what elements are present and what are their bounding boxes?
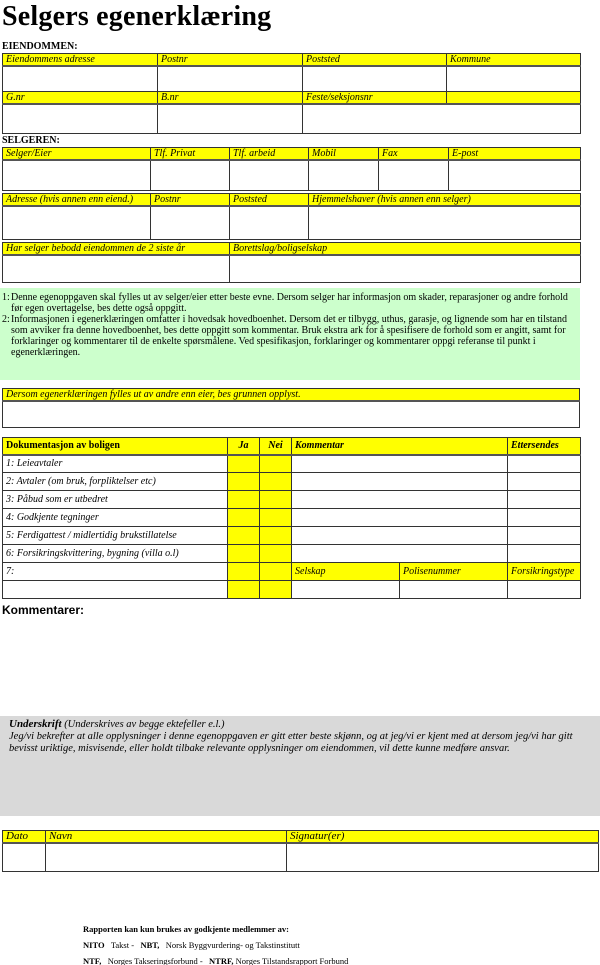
gnr-label: G.nr xyxy=(3,91,158,104)
bebodd-label: Har selger bebodd eiendommen de 2 siste år xyxy=(3,243,230,256)
instruction-text: Informasjonen i egenerklæringen omfatter i hovedsak hovedboenhet. Dersom det er tilbygg, uthus, garasje, og lignende som har en tilstand som avviker fra denne hovedboenhet, bes dette oppgitt som kommentar. Bruk ekstra ark for å spesifisere de forhold som er angitt, samt for forklaringer og kommentarer til de enkelte spørsmålene. Ved spesifikasjon, forklaringer og kommentarer oppgi referanse til punkt i egenerklæringen. xyxy=(11,314,567,358)
signature-declaration: Jeg/vi bekrefter at alle opplysninger i denne egenoppgaven er gitt etter beste skjønn, og at jeg/vi er kjent med at dersom jeg/vi har gitt bevisst uriktige, misvisende, eller holdt tilbake relevante opplysninger om eiendommen, vil dette kunne medføre ansvar. xyxy=(9,731,573,754)
doc-row-nei[interactable] xyxy=(260,527,292,545)
feste-seksjonsnr-field[interactable] xyxy=(303,104,581,134)
polisenummer-label: Polisenummer xyxy=(400,563,508,581)
adresse-label: Adresse (hvis annen enn eiend.) xyxy=(3,194,151,207)
polisenummer-field[interactable] xyxy=(400,581,508,599)
eiendommen-label: EIENDOMMEN: xyxy=(2,41,78,52)
signatur-field[interactable] xyxy=(287,843,599,871)
dato-label: Dato xyxy=(3,831,46,844)
bnr-field[interactable] xyxy=(158,104,303,134)
empty-header xyxy=(447,91,581,104)
signatur-label: Signatur(er) xyxy=(287,831,599,844)
selger-poststed-label: Poststed xyxy=(230,194,309,207)
doc-row-ettersendes[interactable] xyxy=(508,509,581,527)
kommune-label: Kommune xyxy=(447,54,581,67)
footer-line-1 xyxy=(83,937,348,953)
bnr-label: B.nr xyxy=(158,91,303,104)
gnr-field[interactable] xyxy=(3,104,158,134)
kommentarer-area[interactable] xyxy=(2,620,580,710)
forsikringstype-field[interactable] xyxy=(508,581,581,599)
poststed-field[interactable] xyxy=(303,66,447,91)
e-post-field[interactable] xyxy=(449,160,581,190)
doc-row-kommentar[interactable] xyxy=(292,509,508,527)
instruction-number: 2: xyxy=(2,314,10,325)
selger-eier-field[interactable] xyxy=(3,160,151,190)
instruction-number: 1: xyxy=(2,292,10,303)
doc-row xyxy=(3,491,581,509)
doc-row-label: 5: Ferdigattest / midlertidig brukstillatelse xyxy=(3,527,228,545)
page-title: Selgers egenerklæring xyxy=(2,1,272,32)
eiendommen-table xyxy=(2,53,581,134)
footer-heading: Rapporten kan kun brukes av godkjente medlemmer av: xyxy=(83,924,289,934)
doc-row-7-ja[interactable] xyxy=(228,563,260,581)
footer xyxy=(83,921,348,965)
doc-row-kommentar[interactable] xyxy=(292,527,508,545)
org-name: Norges Tilstandsrapport Forbund xyxy=(235,956,349,965)
eiendommens-adresse-field[interactable] xyxy=(3,66,158,91)
selgeren-table-3 xyxy=(2,242,581,283)
hjemmelshaver-label: Hjemmelshaver (hvis annen enn selger) xyxy=(309,194,581,207)
postnr-label: Postnr xyxy=(158,54,303,67)
kommune-field[interactable] xyxy=(447,66,581,91)
doc-row-7b-ja[interactable] xyxy=(228,581,260,599)
doc-row xyxy=(3,545,581,563)
doc-row-ettersendes[interactable] xyxy=(508,527,581,545)
documentation-table xyxy=(2,437,581,599)
doc-row-ettersendes[interactable] xyxy=(508,491,581,509)
nei-header: Nei xyxy=(260,438,292,455)
fax-field[interactable] xyxy=(379,160,449,190)
signature-box xyxy=(0,716,600,816)
kommentar-header: Kommentar xyxy=(292,438,508,455)
selger-eier-label: Selger/Eier xyxy=(3,148,151,161)
kommentarer-label: Kommentarer: xyxy=(2,603,85,617)
tlf-arbeid-label: Tlf. arbeid xyxy=(230,148,309,161)
doc-row-nei[interactable] xyxy=(260,545,292,563)
signature-subtitle: (Underskrives av begge ektefeller e.l.) xyxy=(64,719,225,730)
doc-row-ja[interactable] xyxy=(228,545,260,563)
other-than-owner-label: Dersom egenerklæringen fylles ut av andre enn eier, bes grunnen opplyst. xyxy=(3,389,580,402)
eiendommens-adresse-label: Eiendommens adresse xyxy=(3,54,158,67)
doc-row-7b-nei[interactable] xyxy=(260,581,292,599)
navn-label: Navn xyxy=(46,831,287,844)
dato-field[interactable] xyxy=(3,843,46,871)
instruction-text: Denne egenoppgaven skal fylles ut av selger/eier etter beste evne. Dersom selger har informasjon om skader, reparasjoner og andre forhold før egen overtagelse, bes dette også oppgitt. xyxy=(11,292,568,314)
doc-row-ettersendes[interactable] xyxy=(508,473,581,491)
doc-row-ja[interactable] xyxy=(228,491,260,509)
hjemmelshaver-field[interactable] xyxy=(309,206,581,239)
doc-row-nei[interactable] xyxy=(260,455,292,473)
doc-row-label: 1: Leieavtaler xyxy=(3,455,228,473)
forsikringstype-label: Forsikringstype xyxy=(508,563,581,581)
borettslag-label: Borettslag/boligselskap xyxy=(230,243,581,256)
tlf-arbeid-field[interactable] xyxy=(230,160,309,190)
doc-row-ja[interactable] xyxy=(228,509,260,527)
mobil-label: Mobil xyxy=(309,148,379,161)
instruction-item xyxy=(2,314,578,358)
doc-row-ettersendes[interactable] xyxy=(508,545,581,563)
selger-postnr-field[interactable] xyxy=(151,206,230,239)
borettslag-field[interactable] xyxy=(230,255,581,282)
doc-row-kommentar[interactable] xyxy=(292,545,508,563)
signature-table xyxy=(2,830,599,872)
doc-row-ja[interactable] xyxy=(228,455,260,473)
navn-field[interactable] xyxy=(46,843,287,871)
doc-row xyxy=(3,509,581,527)
org-name: Norsk Byggvurdering- og Takstinstitutt xyxy=(165,940,300,950)
fax-label: Fax xyxy=(379,148,449,161)
doc-row xyxy=(3,473,581,491)
instruction-item xyxy=(2,292,578,314)
postnr-field[interactable] xyxy=(158,66,303,91)
selgeren-table-1 xyxy=(2,147,581,191)
poststed-label: Poststed xyxy=(303,54,447,67)
instructions-box xyxy=(0,288,580,380)
selger-poststed-field[interactable] xyxy=(230,206,309,239)
adresse-field[interactable] xyxy=(3,206,151,239)
signature-title: Underskrift xyxy=(9,718,62,730)
selgeren-label: SELGEREN: xyxy=(2,135,60,146)
other-than-owner-table xyxy=(2,388,580,428)
doc-row-label: 4: Godkjente tegninger xyxy=(3,509,228,527)
doc-row-7-label: 7: xyxy=(3,563,228,581)
org-abbr: NTF, xyxy=(83,956,102,965)
doc-row-label: 2: Avtaler (om bruk, forpliktelser etc) xyxy=(3,473,228,491)
selger-postnr-label: Postnr xyxy=(151,194,230,207)
org-abbr: NTRF, xyxy=(209,956,234,965)
org-abbr: NBT, xyxy=(140,940,160,950)
doc-row xyxy=(3,455,581,473)
doc-row-nei[interactable] xyxy=(260,473,292,491)
doc-row-kommentar[interactable] xyxy=(292,473,508,491)
org-name: Takst - xyxy=(110,940,135,950)
bebodd-field[interactable] xyxy=(3,255,230,282)
tlf-privat-field[interactable] xyxy=(151,160,230,190)
doc-row-7-nei[interactable] xyxy=(260,563,292,581)
selgeren-table-2 xyxy=(2,193,581,240)
e-post-label: E-post xyxy=(449,148,581,161)
doc-row-ja[interactable] xyxy=(228,527,260,545)
org-abbr: NITO xyxy=(83,940,105,950)
ettersendes-header: Ettersendes xyxy=(508,438,581,455)
selskap-field[interactable] xyxy=(292,581,400,599)
mobil-field[interactable] xyxy=(309,160,379,190)
selskap-label: Selskap xyxy=(292,563,400,581)
ja-header: Ja xyxy=(228,438,260,455)
org-name: Norges Takseringsforbund - xyxy=(107,956,203,965)
documentation-title: Dokumentasjon av boligen xyxy=(3,438,228,455)
doc-row-kommentar[interactable] xyxy=(292,491,508,509)
feste-seksjonsnr-label: Feste/seksjonsnr xyxy=(303,91,447,104)
other-than-owner-field[interactable] xyxy=(3,401,580,427)
footer-line-2 xyxy=(83,953,348,965)
doc-row-ettersendes[interactable] xyxy=(508,455,581,473)
tlf-privat-label: Tlf. Privat xyxy=(151,148,230,161)
doc-row-ja[interactable] xyxy=(228,473,260,491)
doc-row-kommentar[interactable] xyxy=(292,455,508,473)
doc-row-nei[interactable] xyxy=(260,509,292,527)
doc-row-7-extra[interactable] xyxy=(3,581,228,599)
doc-row-label: 6: Forsikringskvittering, bygning (villa o.l) xyxy=(3,545,228,563)
doc-row-nei[interactable] xyxy=(260,491,292,509)
doc-row xyxy=(3,527,581,545)
doc-row-label: 3: Påbud som er utbedret xyxy=(3,491,228,509)
